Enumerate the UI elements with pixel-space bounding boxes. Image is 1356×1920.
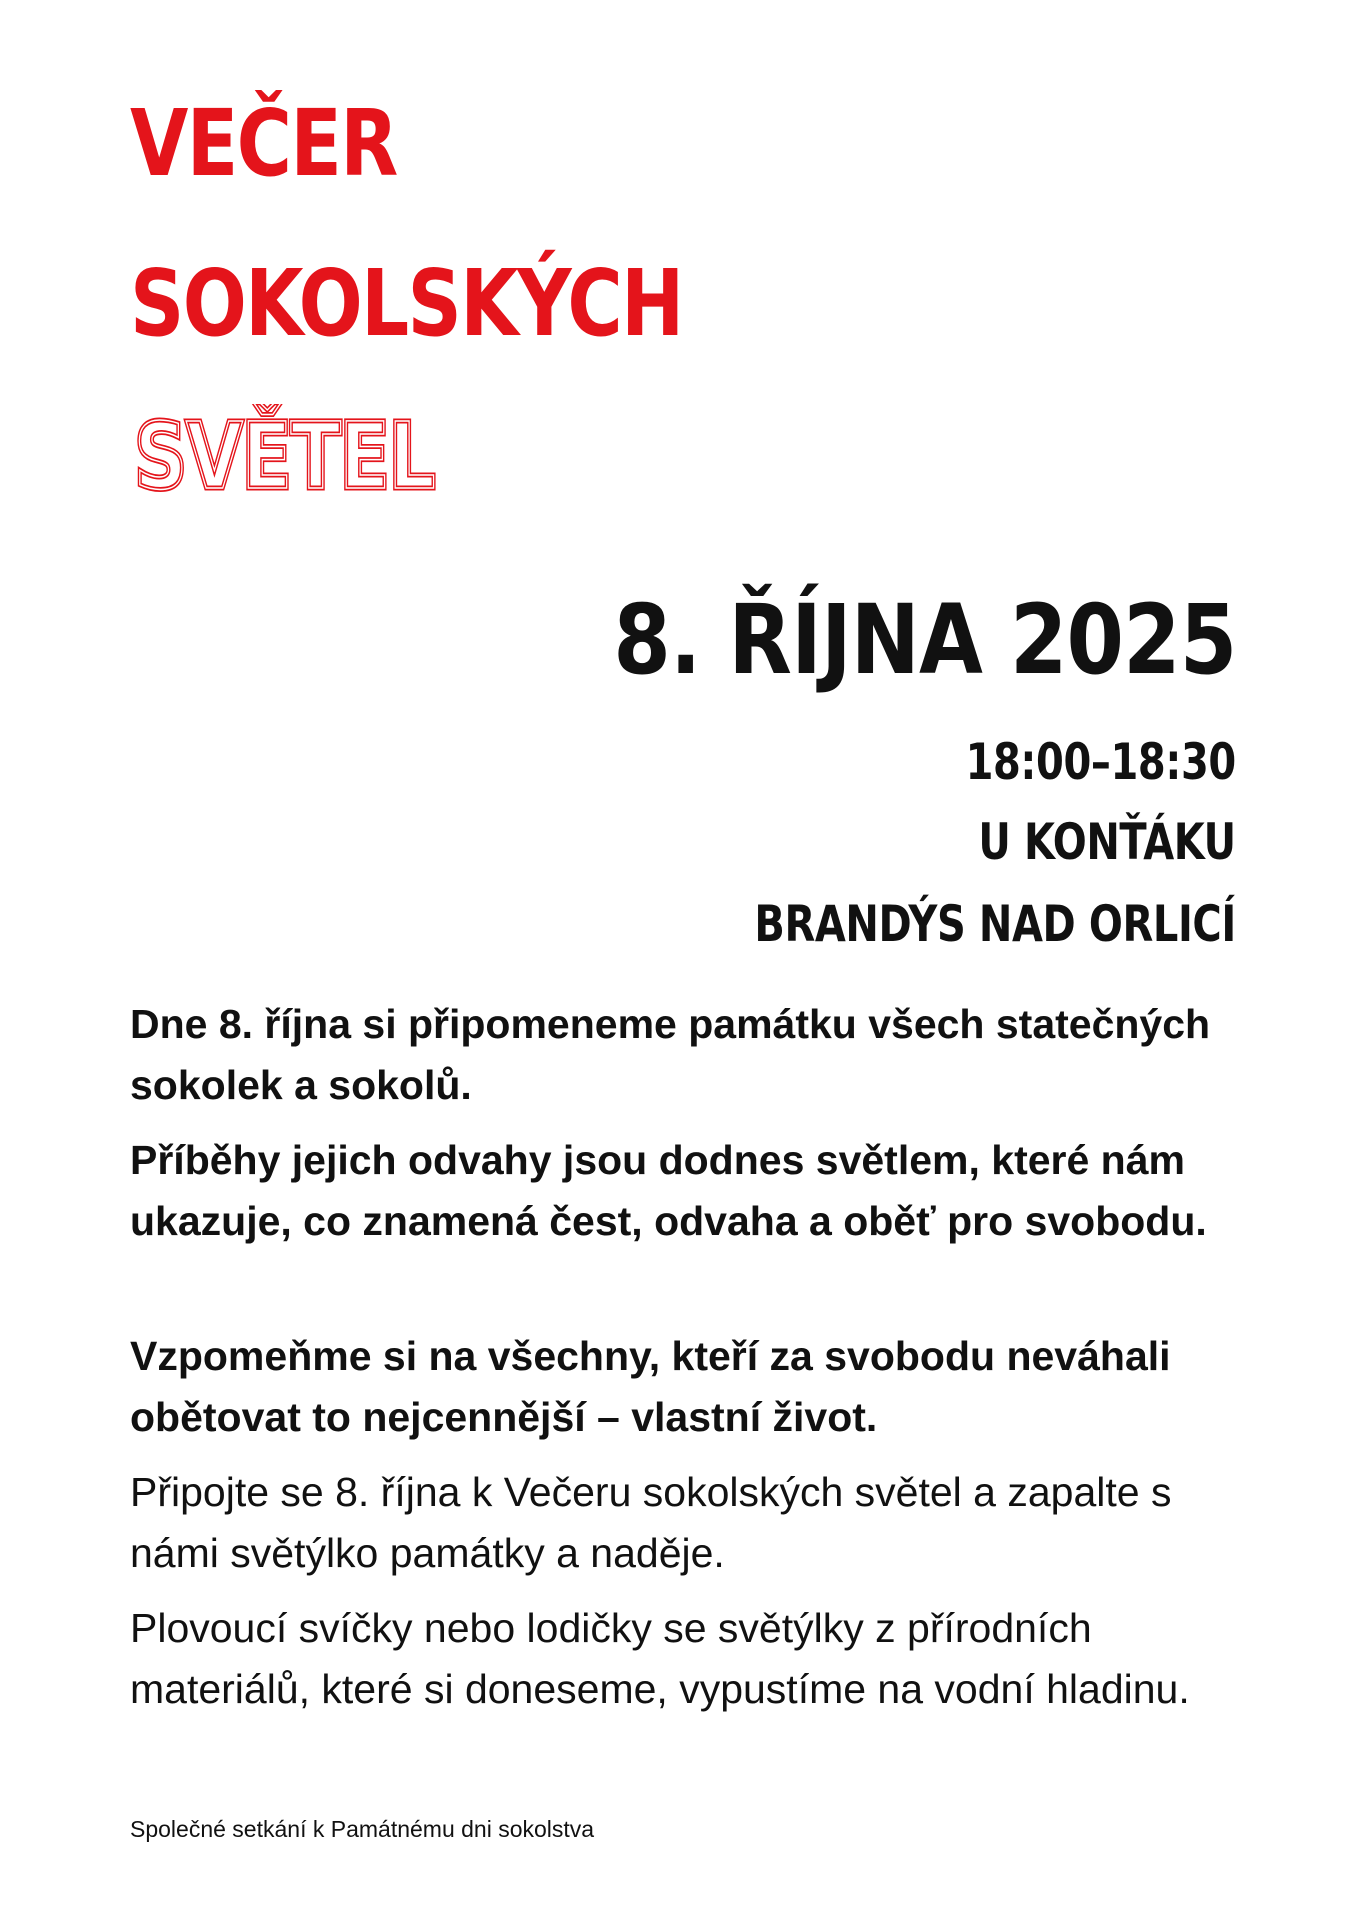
title-line-3-outlined (132, 404, 442, 503)
title-line-3-text: SVĚT (134, 404, 390, 500)
event-place-name: U KONŤÁKU (978, 813, 1236, 871)
outlined-title-graphic (132, 404, 442, 500)
event-place-town: BRANDÝS NAD ORLICÍ (754, 895, 1236, 953)
footer-note: Společné setkání k Památnému dni sokolstva (130, 1816, 595, 1842)
title-line-3-inner: SVĚT (134, 404, 390, 500)
title-line-2: SOKOLSKÝCH (130, 250, 683, 357)
paragraph-5: Plovoucí svíčky nebo lodičky se světýlky z přírodních materiálů, které si doneseme, vypustíme na vodní hladinu. (130, 1605, 1190, 1712)
paragraph-2: Příběhy jejich odvahy jsou dodnes světlem, které nám ukazuje, co znamená čest, odvaha a oběť pro svobodu. (130, 1137, 1207, 1244)
paragraph-3: Vzpomeňme si na všechny, kteří za svobodu neváhali obětovat to nejcennější – vlastní život. (130, 1333, 1171, 1440)
event-date: 8. ŘÍJNA 2025 (613, 584, 1236, 696)
paragraph-1: Dne 8. října si připomeneme památku všech statečných sokolek a sokolů. (130, 1001, 1211, 1108)
paragraph-4: Připojte se 8. října k Večeru sokolských světel a zapalte s námi světýlko památky a naděje. (130, 1469, 1172, 1576)
event-time: 18:00–18:30 (965, 733, 1236, 791)
title-line-1: VEČER (130, 90, 397, 197)
